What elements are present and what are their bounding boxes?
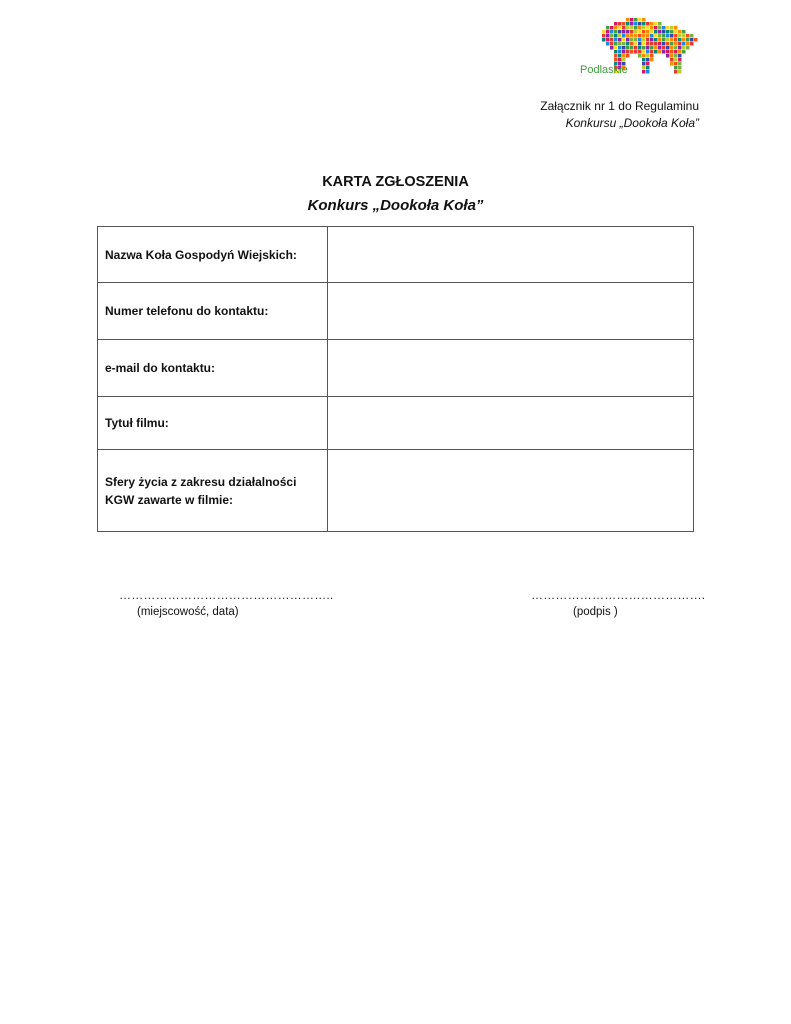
field-input-film-title[interactable] — [328, 397, 694, 450]
place-date-caption: (miejscowość, data) — [137, 606, 239, 618]
form-title: KARTA ZGŁOSZENIA — [322, 174, 469, 190]
form-row — [98, 450, 694, 532]
field-input-email[interactable] — [328, 340, 694, 397]
podlaskie-logo — [574, 14, 700, 80]
form-row — [98, 340, 694, 397]
form-row — [98, 227, 694, 283]
logo-text: Podlaskie — [580, 64, 628, 76]
field-input-kgw-name[interactable] — [328, 227, 694, 283]
field-label-life-spheres: Sfery życia z zakresu działalności KGW zawarte w filmie: — [98, 450, 328, 532]
application-form-table — [97, 226, 694, 532]
field-label-phone: Numer telefonu do kontaktu: — [98, 283, 328, 340]
annex-line-2: Konkursu „Dookoła Koła” — [565, 116, 699, 130]
annex-line-1: Załącznik nr 1 do Regulaminu — [540, 99, 699, 113]
form-subtitle: Konkurs „Dookoła Koła” — [307, 197, 484, 214]
signature-line: ……………………………………. — [531, 588, 706, 602]
annex-note — [540, 98, 699, 132]
field-label-kgw-name: Nazwa Koła Gospodyń Wiejskich: — [98, 227, 328, 283]
signature-caption: (podpis ) — [573, 606, 618, 618]
form-row — [98, 283, 694, 340]
field-input-phone[interactable] — [328, 283, 694, 340]
form-row — [98, 397, 694, 450]
field-label-email: e-mail do kontaktu: — [98, 340, 328, 397]
place-date-line: …………………………………………….. — [119, 588, 334, 602]
field-label-film-title: Tytuł filmu: — [98, 397, 328, 450]
field-input-life-spheres[interactable] — [328, 450, 694, 532]
